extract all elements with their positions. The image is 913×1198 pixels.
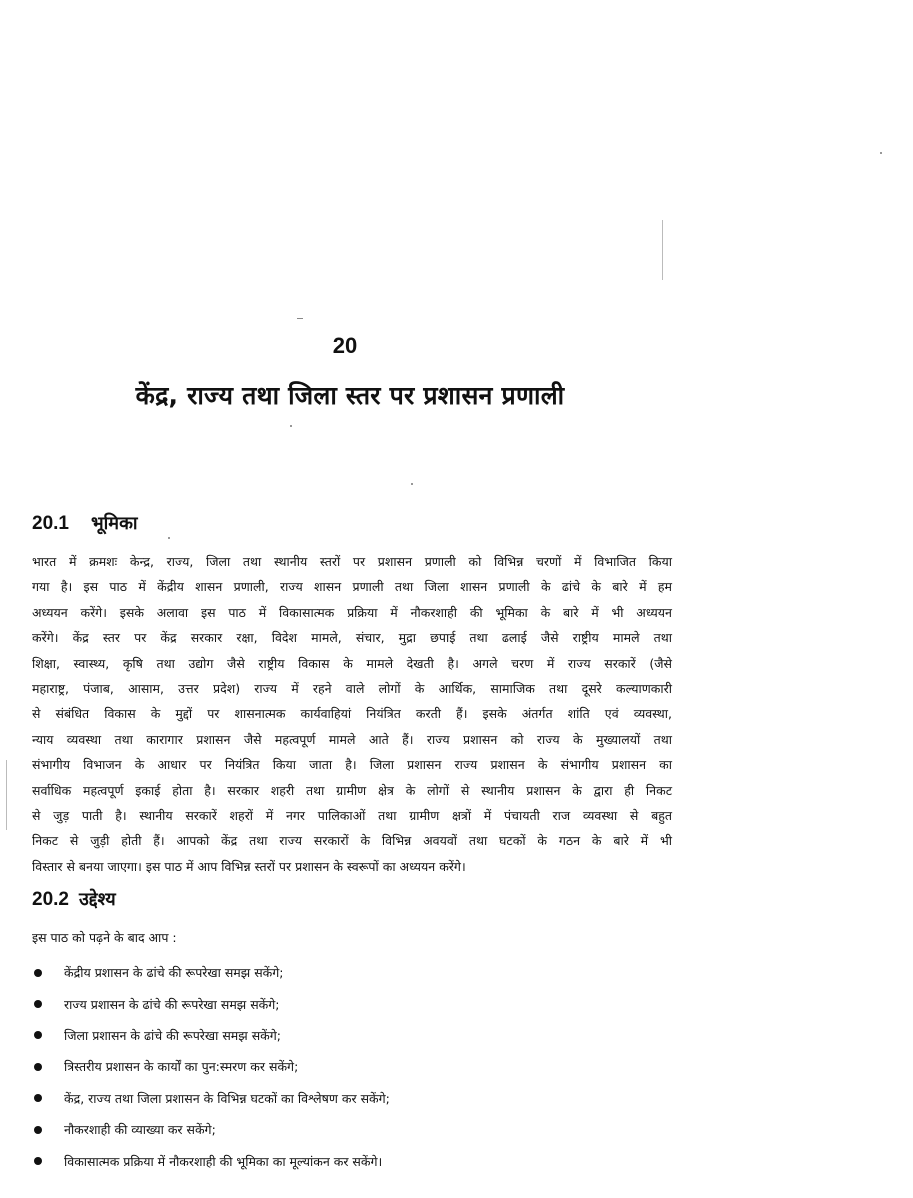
scan-edge-line [662, 220, 663, 280]
scan-edge-line [6, 760, 7, 830]
scan-speck [411, 483, 413, 485]
chapter-title: केंद्र, राज्य तथा जिला स्तर पर प्रशासन प्रणाली [135, 381, 565, 410]
paragraph-line: से संबंधित विकास के मुद्दों पर शासनात्मक कार्यवाहियां नियंत्रित करती हैं। इसके अंतर्गत शांति एवं व्यवस्था, [32, 706, 672, 722]
paragraph-line: विस्तार से बनया जाएगा। इस पाठ में आप विभिन्न स्तरों पर प्रशासन के स्वरूपों का अध्ययन करेंगे। [32, 858, 466, 874]
objective-text: त्रिस्तरीय प्रशासन के कार्यों का पुन:स्मरण कर सकेंगे; [64, 1059, 299, 1075]
objective-text: केंद्र, राज्य तथा जिला प्रशासन के विभिन्न घटकों का विश्लेषण कर सकेंगे; [64, 1090, 390, 1106]
bullet-icon [34, 1094, 42, 1102]
section-heading-objectives [32, 887, 116, 911]
bullet-icon [34, 1126, 42, 1134]
bullet-icon [34, 969, 42, 977]
list-item [32, 1020, 390, 1051]
paragraph-line: से जुड़ पाती है। स्थानीय सरकारें शहरों में नगर पालिकाओं तथा ग्रामीण क्षत्रों में पंचायती राज व्यवस्था से बहुत [32, 808, 672, 824]
scan-speck [290, 425, 292, 427]
scan-speck [168, 537, 170, 539]
chapter-number: 20 [332, 333, 358, 358]
paragraph-line: संभागीय विभाजन के आधार पर नियंत्रित किया जाता है। जिला प्रशासन राज्य प्रशासन के संभागीय प्रशासन का [32, 757, 672, 773]
paragraph-line: महाराष्ट्र, पंजाब, आसाम, उत्तर प्रदेश) राज्य में रहने वाले लोगों के आर्थिक, सामाजिक तथा दूसरे कल्याणकारी [32, 681, 672, 697]
list-item [32, 1145, 390, 1176]
introduction-paragraph [32, 549, 672, 879]
paragraph-line: अध्ययन करेंगे। इसके अलावा इस पाठ में विकासात्मक प्रक्रिया में नौकरशाही की भूमिका के बारे में भी अध्ययन [32, 604, 672, 620]
list-item [32, 1114, 390, 1145]
list-item [32, 988, 390, 1019]
scan-speck [297, 318, 303, 319]
objective-text: जिला प्रशासन के ढांचे की रूपरेखा समझ सकेंगे; [64, 1027, 281, 1043]
section-number: 20.1 [32, 513, 69, 534]
paragraph-line: करेंगे। केंद्र स्तर पर केंद्र सरकार रक्षा, विदेश मामले, संचार, मुद्रा छपाई तथा ढलाई जैसे राष्ट्रीय मामले तथा [32, 630, 672, 646]
scan-speck [880, 152, 882, 154]
objectives-intro: इस पाठ को पढ़ने के बाद आप : [32, 930, 177, 945]
objective-text: राज्य प्रशासन के ढांचे की रूपरेखा समझ सकेंगे; [64, 996, 280, 1012]
bullet-icon [34, 1000, 42, 1008]
bullet-icon [34, 1157, 42, 1165]
section-title: उद्देश्य [78, 889, 116, 910]
objective-text: नौकरशाही की व्याख्या कर सकेंगे; [64, 1122, 216, 1138]
paragraph-line: न्याय व्यवस्था तथा कारागार प्रशासन जैसे महत्वपूर्ण मामले आते हैं। राज्य प्रशासन को राज्य के मुख्यालयों तथा [32, 731, 672, 747]
paragraph-line: निकट से जुड़ी होती हैं। आपको केंद्र तथा राज्य सरकारों के विभिन्न अवयवों तथा घटकों के गठन के बारे में भी [32, 833, 672, 849]
paragraph-line: सर्वाधिक महत्वपूर्ण इकाई होता है। सरकार शहरी तथा ग्रामीण क्षेत्र के लोगों से स्थानीय प्रशासन के द्वारा ही निकट [32, 782, 672, 798]
bullet-icon [34, 1063, 42, 1071]
bullet-icon [34, 1031, 42, 1039]
paragraph-line: शिक्षा, स्वास्थ्य, कृषि तथा उद्योग जैसे राष्ट्रीय विकास के मामले देखती है। अगले चरण में राज्य सरकारें (जैसे [32, 655, 672, 671]
section-number: 20.2 [32, 889, 69, 910]
paragraph-line: गया है। इस पाठ में केंद्रीय शासन प्रणाली, राज्य शासन प्रणाली तथा जिला शासन प्रणाली के ढांचे के बारे में हम [32, 579, 672, 595]
list-item [32, 1083, 390, 1114]
section-heading-introduction [32, 511, 138, 535]
objective-text: केंद्रीय प्रशासन के ढांचे की रूपरेखा समझ सकेंगे; [64, 965, 284, 981]
list-item [32, 1051, 390, 1082]
objective-text: विकासात्मक प्रक्रिया में नौकरशाही की भूमिका का मूल्यांकन कर सकेंगे। [64, 1153, 383, 1169]
list-item [32, 957, 390, 988]
paragraph-line: भारत में क्रमशः केन्द्र, राज्य, जिला तथा स्थानीय स्तरों पर प्रशासन प्रणाली को विभिन्न चरणों में विभाजित किया [32, 554, 672, 569]
section-title: भूमिका [90, 513, 138, 534]
objectives-list [32, 957, 390, 1177]
